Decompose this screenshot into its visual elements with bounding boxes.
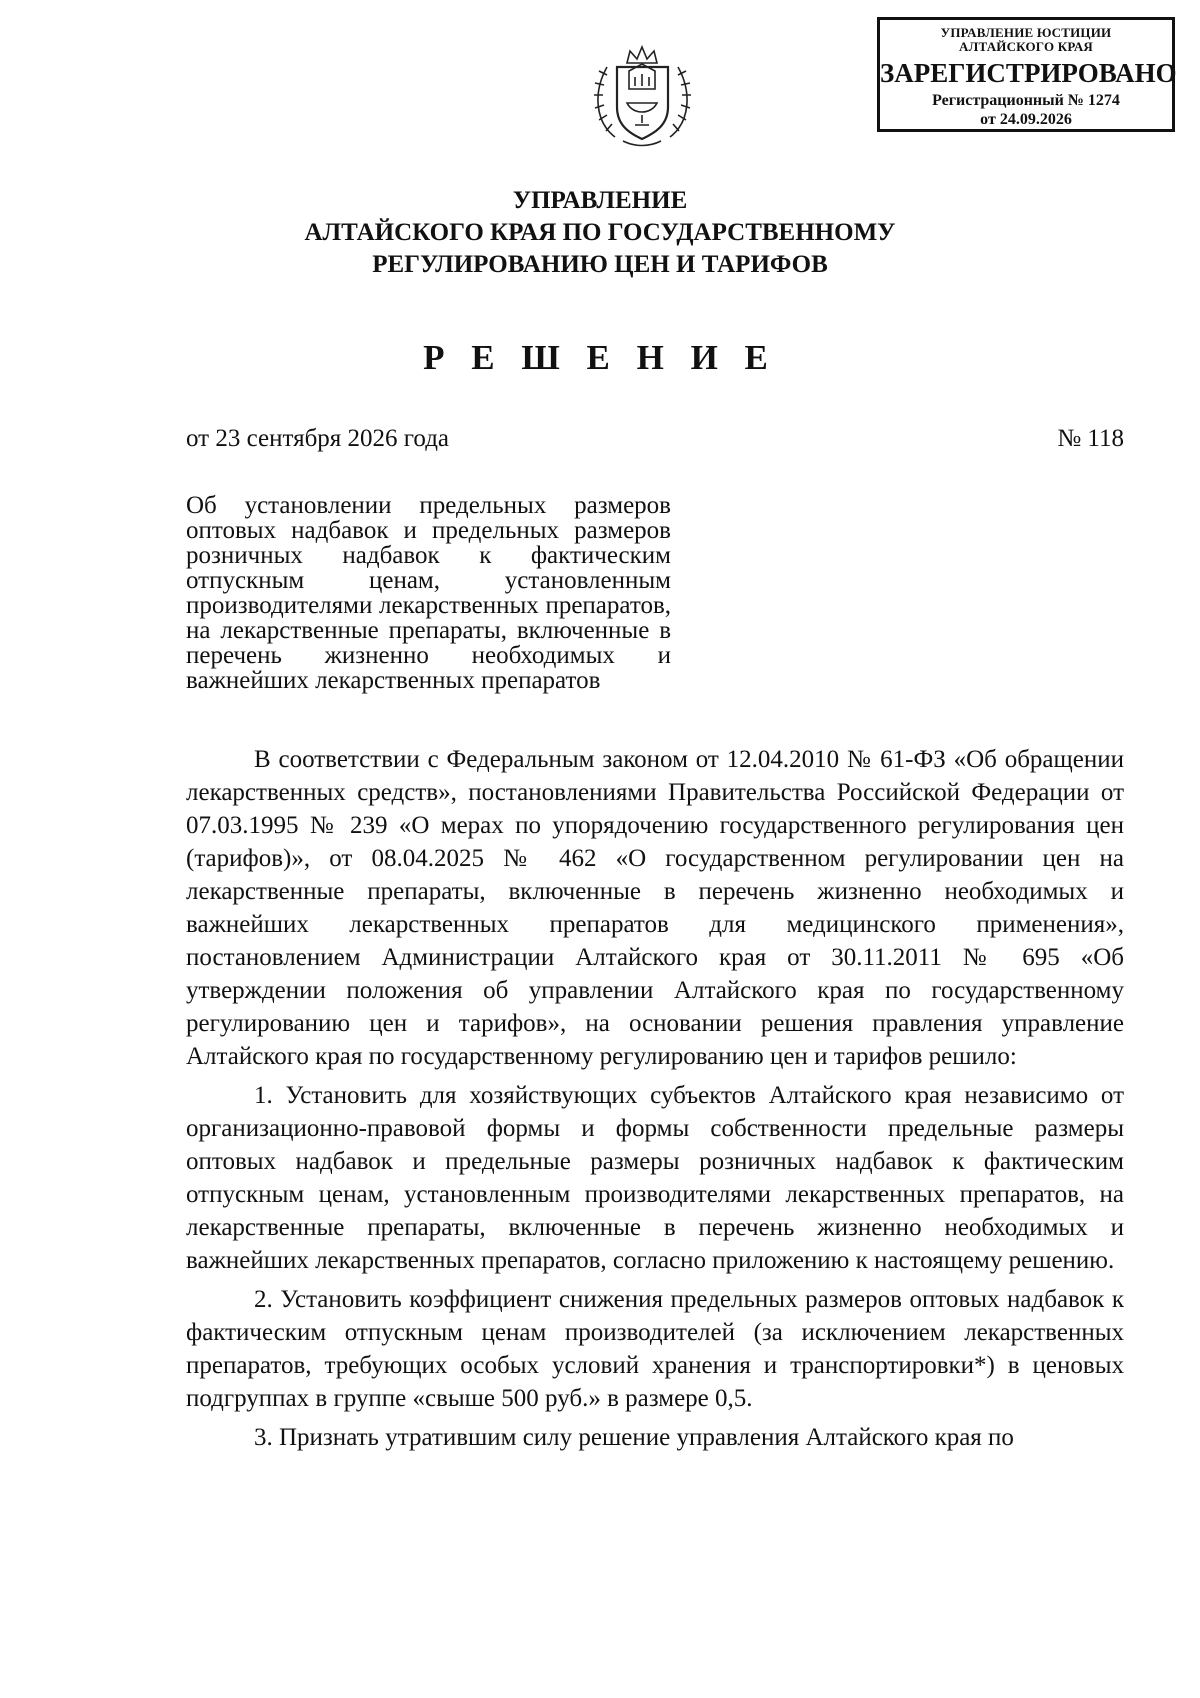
stamp-org-line-2: АЛТАЙСКОГО КРАЯ	[959, 39, 1093, 54]
document-date: от 23 сентября 2026 года	[186, 425, 450, 452]
altai-krai-coat-of-arms-icon	[585, 37, 700, 152]
document-subject: Об установлении предельных размеров оптовых надбавок и предельных размеров розничных надбавок к фактическим отпускным ценам, установленным производителями лекарственных препаратов, на лекарственные препараты, включенные в перечень жизненно необходимых и важнейших лекарственных препаратов	[186, 492, 671, 694]
document-number: № 118	[1057, 425, 1124, 452]
stamp-status: ЗАРЕГИСТРИРОВАНО	[880, 58, 1177, 88]
agency-line-3: РЕГУЛИРОВАНИЮ ЦЕН И ТАРИФОВ	[372, 251, 828, 278]
agency-line-2: АЛТАЙСКОГО КРАЯ ПО ГОСУДАРСТВЕННОМУ	[304, 219, 896, 246]
stamp-reg-number: Регистрационный № 1274	[932, 92, 1120, 109]
body-item-2: 2. Установить коэффициент снижения предельных размеров оптовых надбавок к фактическим отпускным ценам производителей (за исключением лекарственных препаратов, требующих особых условий хранения и транспортировки*) в ценовых подгруппах в группе «свыше 500 руб.» в размере 0,5.	[186, 1286, 1124, 1412]
document-type: Р Е Ш Е Н И Е	[423, 338, 777, 377]
stamp-org-line-1: УПРАВЛЕНИЕ ЮСТИЦИИ	[940, 25, 1112, 40]
body-item-1: 1. Установить для хозяйствующих субъектов Алтайского края независимо от организационно-правовой формы и формы собственности предельные размеры оптовых надбавок и предельные размеры розничных надбавок к фактическим отпускным ценам, установленным производителями лекарственных препаратов, на лекарственные препараты, включенные в перечень жизненно необходимых и важнейших лекарственных препаратов, согласно приложению к настоящему решению.	[186, 1082, 1124, 1274]
body-item-3: 3. Признать утратившим силу решение управления Алтайского края по	[254, 1424, 1014, 1451]
document-body	[186, 743, 1124, 1454]
agency-name	[0, 185, 1200, 281]
body-preamble: В соответствии с Федеральным законом от 12.04.2010 № 61-ФЗ «Об обращении лекарственных средств», постановлениями Правительства Российской Федерации от 07.03.1995 № 239 «О мерах по упорядочению государственного регулирования цен (тарифов)», от 08.04.2025 № 462 «О государственном регулировании цен на лекарственные препараты, включенные в перечень жизненно необходимых и важнейших лекарственных препаратов для медицинского применения», постановлением Администрации Алтайского края от 30.11.2011 № 695 «Об утверждении положения об управлении Алтайского края по государственному регулированию цен и тарифов», на основании решения правления управление Алтайского края по государственному регулированию цен и тарифов решило:	[186, 746, 1124, 1070]
date-number-line	[186, 425, 1124, 457]
agency-line-1: УПРАВЛЕНИЕ	[512, 187, 688, 214]
stamp-reg-date: от 24.09.2026	[980, 111, 1072, 128]
registration-stamp	[877, 17, 1175, 132]
